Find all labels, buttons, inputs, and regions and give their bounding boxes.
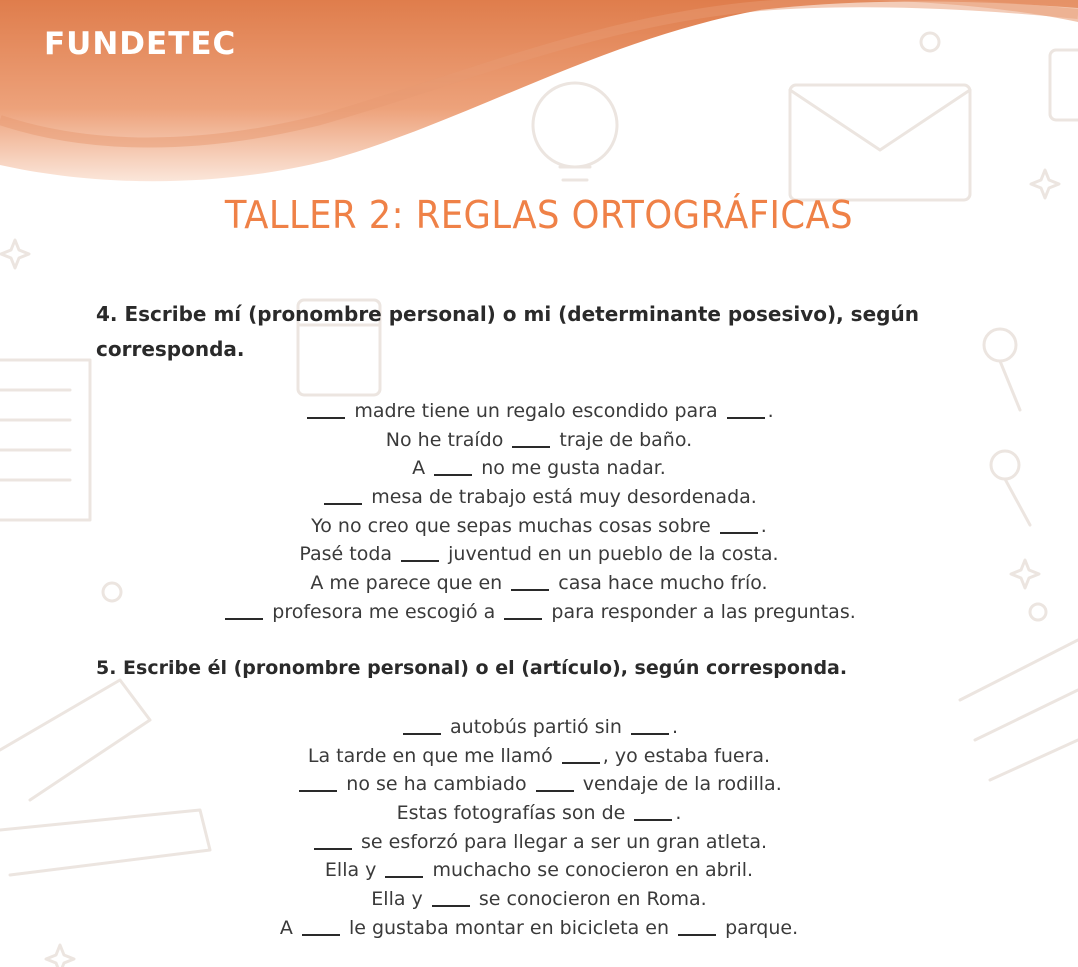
answer-blank[interactable] [307, 417, 345, 419]
answer-blank[interactable] [631, 733, 669, 735]
section-5-exercises [0, 713, 1078, 943]
section-4-sentence-2 [0, 426, 1078, 455]
section-5-sentence-7 [0, 885, 1078, 914]
section-4-instruction [96, 297, 1006, 367]
answer-blank[interactable] [299, 790, 337, 792]
sentence-text: le gustaba montar en bicicleta en [342, 916, 676, 939]
section-4-instruction-line1: 4. Escribe mí (pronombre personal) o mi (determinante posesivo), según [96, 302, 919, 326]
answer-blank[interactable] [403, 733, 441, 735]
answer-blank[interactable] [562, 762, 600, 764]
envelope-icon [790, 85, 970, 200]
sentence-text: mesa de trabajo está muy desordenada. [365, 486, 757, 509]
section-4-sentence-1 [0, 397, 1078, 426]
lightbulb-icon [533, 83, 617, 180]
section-4-sentence-4 [0, 483, 1078, 512]
answer-blank[interactable] [432, 905, 470, 907]
section-4-sentence-7 [0, 569, 1078, 598]
sentence-text: se esforzó para llegar a ser un gran atleta. [354, 830, 768, 853]
section-4-sentence-5 [0, 512, 1078, 541]
section-5-sentence-1 [0, 713, 1078, 742]
answer-blank[interactable] [314, 848, 352, 850]
section-4-instruction-line2: corresponda. [96, 337, 245, 361]
answer-blank[interactable] [727, 417, 765, 419]
sentence-text: Pasé toda [299, 543, 399, 566]
sentence-text: profesora me escogió a [266, 600, 502, 623]
sentence-text: A me parece que en [310, 572, 509, 595]
sentence-text: se conocieron en Roma. [472, 888, 707, 911]
sentence-text: madre tiene un regalo escondido para [348, 400, 724, 422]
section-4-sentence-3 [0, 454, 1078, 483]
answer-blank[interactable] [302, 934, 340, 936]
answer-blank[interactable] [511, 589, 549, 591]
section-5-sentence-3 [0, 770, 1078, 799]
sentence-text: no se ha cambiado [340, 773, 533, 796]
section-4-sentence-8 [0, 598, 1078, 627]
section-5-sentence-5 [0, 828, 1078, 857]
sentence-text: Estas fotografías son de [396, 802, 632, 825]
answer-blank[interactable] [720, 532, 758, 534]
sentence-text: . [760, 514, 767, 537]
section-5-sentence-8 [0, 914, 1078, 943]
sentence-text: . [671, 716, 679, 738]
sentence-text: , yo estaba fuera. [602, 744, 771, 767]
sentence-text: Ella y [371, 888, 429, 911]
answer-blank[interactable] [401, 560, 439, 562]
sentence-text: . [675, 802, 682, 825]
sentence-text: traje de baño. [553, 428, 693, 451]
sentence-text: Yo no creo que sepas muchas cosas sobre [311, 514, 717, 537]
sentence-text: no me gusta nadar. [475, 457, 666, 480]
answer-blank[interactable] [634, 819, 672, 821]
answer-blank[interactable] [434, 474, 472, 476]
section-5-instruction: 5. Escribe él (pronombre personal) o el (artículo), según corresponda. [96, 657, 848, 679]
sentence-text: casa hace mucho frío. [552, 572, 768, 595]
answer-blank[interactable] [385, 876, 423, 878]
answer-blank[interactable] [512, 446, 550, 448]
sentence-text: No he traído [385, 428, 510, 451]
sentence-text: . [767, 400, 774, 422]
book-icon [1050, 50, 1078, 120]
sentence-text: Ella y [324, 859, 383, 882]
sentence-text: muchacho se conocieron en abril. [426, 859, 754, 882]
section-5-sentence-6 [0, 856, 1078, 885]
answer-blank[interactable] [504, 618, 542, 620]
page-title: TALLER 2: REGLAS ORTOGRÁFICAS [224, 193, 854, 237]
section-5-sentence-4 [0, 799, 1078, 828]
section-4-sentence-6 [0, 540, 1078, 569]
sentence-text: para responder a las preguntas. [545, 600, 856, 623]
answer-blank[interactable] [678, 934, 716, 936]
sentence-text: autobús partió sin [443, 716, 628, 738]
answer-blank[interactable] [225, 618, 263, 620]
section-5-sentence-2 [0, 742, 1078, 771]
answer-blank[interactable] [324, 503, 362, 505]
sentence-text: A [279, 916, 299, 939]
section-4-exercises [0, 397, 1078, 627]
sentence-text: La tarde en que me llamó [307, 744, 559, 767]
sentence-text: A [412, 457, 432, 480]
answer-blank[interactable] [536, 790, 574, 792]
brand-logo: FUNDETEC [44, 26, 237, 62]
sentence-text: parque. [719, 916, 799, 939]
sentence-text: vendaje de la rodilla. [576, 773, 782, 796]
sentence-text: juventud en un pueblo de la costa. [442, 543, 779, 566]
